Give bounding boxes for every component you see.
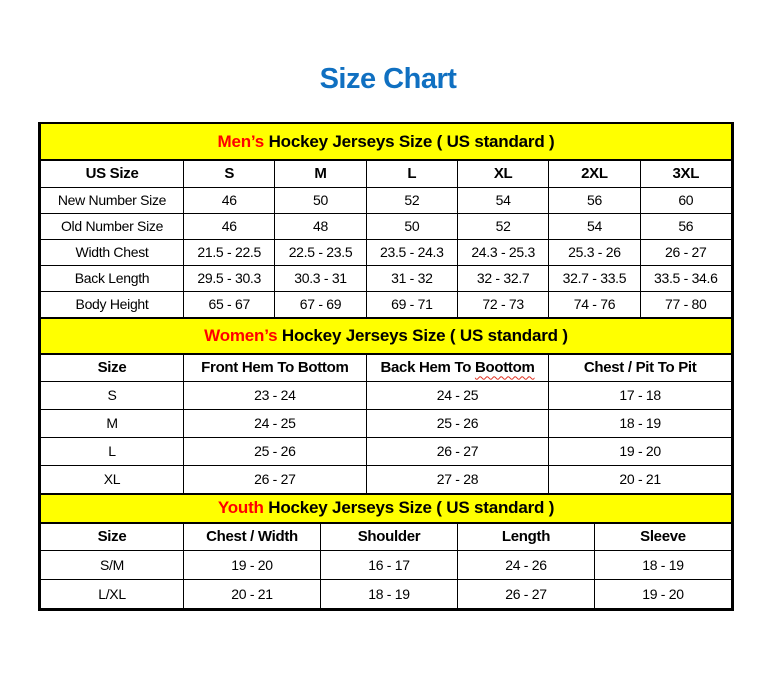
table-cell: 23 - 24	[184, 381, 367, 409]
table-cell: 19 - 20	[549, 437, 732, 465]
table-cell: 65 - 67	[184, 291, 275, 317]
table-cell: 17 - 18	[549, 381, 732, 409]
womens-section-title	[41, 318, 732, 354]
womens-section-band	[41, 318, 732, 354]
column-header: US Size	[41, 160, 184, 187]
table-cell: 24 - 26	[458, 550, 595, 579]
table-cell: 46	[184, 187, 275, 213]
table-cell: 77 - 80	[640, 291, 731, 317]
table-cell: 74 - 76	[549, 291, 640, 317]
column-header: L	[366, 160, 457, 187]
table-cell: 18 - 19	[549, 409, 732, 437]
table-cell: 69 - 71	[366, 291, 457, 317]
column-header: 3XL	[640, 160, 731, 187]
table-row	[41, 550, 732, 579]
table-cell: 26 - 27	[366, 437, 549, 465]
table-cell: 25.3 - 26	[549, 239, 640, 265]
mens-section-title-accent: Men’s	[217, 131, 265, 151]
table-cell: 22.5 - 23.5	[275, 239, 366, 265]
page-title: Size Chart	[319, 63, 457, 95]
youth-section-title-rest: Hockey Jerseys Size ( US standard )	[263, 498, 555, 518]
table-cell: 26 - 27	[458, 579, 595, 608]
table-row	[41, 465, 732, 493]
table-cell: 67 - 69	[275, 291, 366, 317]
table-cell: 54	[549, 213, 640, 239]
column-header-text: Back Hem To	[380, 359, 475, 377]
table-cell: 56	[549, 187, 640, 213]
table-cell: 18 - 19	[321, 579, 458, 608]
column-header: Size	[41, 354, 184, 381]
table-row	[41, 187, 732, 213]
table-cell: 25 - 26	[366, 409, 549, 437]
table-cell: 52	[457, 213, 548, 239]
table-row	[41, 409, 732, 437]
table-row	[41, 579, 732, 608]
youth-section-band	[41, 494, 732, 523]
column-header: S	[184, 160, 275, 187]
table-cell: 31 - 32	[366, 265, 457, 291]
table-cell: 21.5 - 22.5	[184, 239, 275, 265]
table-cell: 50	[366, 213, 457, 239]
column-header: Length	[458, 523, 595, 550]
row-label: Old Number Size	[41, 213, 184, 239]
table-cell: 27 - 28	[366, 465, 549, 493]
table-cell: 56	[640, 213, 731, 239]
table-cell: 26 - 27	[184, 465, 367, 493]
table-row	[41, 239, 732, 265]
table-cell: 24.3 - 25.3	[457, 239, 548, 265]
row-label: S	[41, 381, 184, 409]
table-row	[41, 265, 732, 291]
mens-size-table	[40, 124, 732, 318]
column-header: 2XL	[549, 160, 640, 187]
table-cell: 32 - 32.7	[457, 265, 548, 291]
table-row	[41, 381, 732, 409]
row-label: Body Height	[41, 291, 184, 317]
table-row	[41, 213, 732, 239]
table-row	[41, 291, 732, 317]
table-cell: 26 - 27	[640, 239, 731, 265]
table-cell: 50	[275, 187, 366, 213]
table-cell: 32.7 - 33.5	[549, 265, 640, 291]
table-cell: 20 - 21	[549, 465, 732, 493]
column-header: Chest / Pit To Pit	[549, 354, 732, 381]
row-label: L	[41, 437, 184, 465]
table-cell: 25 - 26	[184, 437, 367, 465]
mens-header-row	[41, 160, 732, 187]
column-header: Size	[41, 523, 184, 550]
youth-size-table	[40, 494, 732, 609]
row-label: XL	[41, 465, 184, 493]
table-cell: 29.5 - 30.3	[184, 265, 275, 291]
row-label: M	[41, 409, 184, 437]
table-cell: 60	[640, 187, 731, 213]
mens-section-band	[41, 124, 732, 160]
column-header: M	[275, 160, 366, 187]
table-cell: 52	[366, 187, 457, 213]
mens-section-title	[41, 124, 732, 160]
table-cell: 24 - 25	[366, 381, 549, 409]
table-cell: 19 - 20	[594, 579, 731, 608]
table-row	[41, 437, 732, 465]
table-cell: 54	[457, 187, 548, 213]
youth-section-title-accent: Youth	[217, 498, 264, 518]
table-cell: 24 - 25	[184, 409, 367, 437]
table-cell: 18 - 19	[594, 550, 731, 579]
table-cell: 23.5 - 24.3	[366, 239, 457, 265]
table-cell: 16 - 17	[321, 550, 458, 579]
row-label: New Number Size	[41, 187, 184, 213]
womens-section-title-accent: Women’s	[204, 325, 278, 345]
youth-section-title	[41, 494, 732, 523]
table-cell: 19 - 20	[184, 550, 321, 579]
table-cell: 72 - 73	[457, 291, 548, 317]
youth-header-row	[41, 523, 732, 550]
column-header: Shoulder	[321, 523, 458, 550]
womens-header-row	[41, 354, 732, 381]
row-label: L/XL	[41, 579, 184, 608]
row-label: Back Length	[41, 265, 184, 291]
size-chart-container	[38, 122, 734, 611]
womens-section-title-rest: Hockey Jerseys Size ( US standard )	[277, 325, 568, 345]
row-label: Width Chest	[41, 239, 184, 265]
table-cell: 33.5 - 34.6	[640, 265, 731, 291]
table-cell: 48	[275, 213, 366, 239]
womens-size-table	[40, 318, 732, 494]
column-header: Sleeve	[594, 523, 731, 550]
row-label: S/M	[41, 550, 184, 579]
column-header: Chest / Width	[184, 523, 321, 550]
misspelled-word: Boottom	[474, 359, 535, 377]
column-header	[366, 354, 549, 381]
column-header: Front Hem To Bottom	[184, 354, 367, 381]
table-cell: 30.3 - 31	[275, 265, 366, 291]
column-header: XL	[457, 160, 548, 187]
table-cell: 46	[184, 213, 275, 239]
table-cell: 20 - 21	[184, 579, 321, 608]
mens-section-title-rest: Hockey Jerseys Size ( US standard )	[264, 131, 555, 151]
